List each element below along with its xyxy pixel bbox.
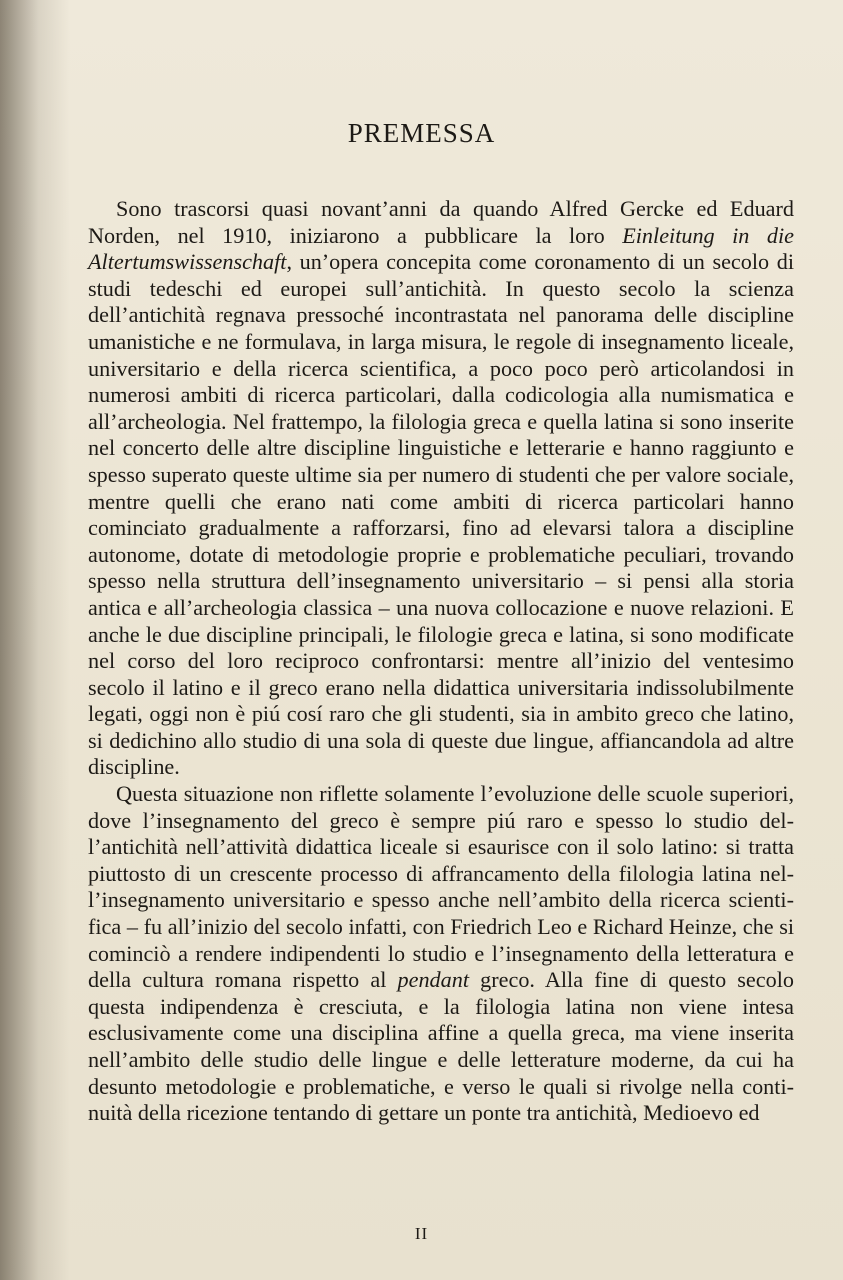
page-title: PREMESSA bbox=[347, 118, 496, 148]
paragraph-1 bbox=[88, 196, 794, 781]
paragraph-2-text-b: greco. Alla fine di questo secolo questa indipendenza è cresciuta, e la filologia latina non viene intesa esclusivamente come una disciplina affine a quella greca, ma viene inserita nell’ambito delle studio delle lingue e delle letterature moderne, da cui ha desunto metodologie e problematiche, e verso le quali si rivolge nella continuità della ricezione tentando di gettare un ponte tra antichità, Medioevo ed bbox=[88, 967, 794, 1126]
paragraph-1-text-b: , un’opera concepita come coronamento di un secolo di studi tedeschi ed europei sull’antichità. In questo secolo la scienza dell’antichità regnava pressoché incontrastata nel panorama delle discipline umanistiche e ne formulava, in larga misura, le regole di insegnamento liceale, universitario e della ricerca scientifica, a poco poco però articolandosi in numerosi ambiti di ricerca particolari, dalla codicologia alla numismatica e all’archeologia. Nel frattempo, la filologia greca e quella latina si sono inserite nel concerto delle altre discipline linguistiche e letterarie e hanno raggiunto e spesso superato queste ultime sia per numero di studenti che per valore sociale, mentre quelli che erano nati come ambiti di ricerca particolari hanno cominciato gradualmente a rafforzarsi, fino ad elevarsi talora a discipline autonome, dotate di metodologie proprie e problematiche peculiari, trovando spesso nella struttura dell’insegnamento universitario – si pensi alla storia antica e all’archeologia classica – una nuova collocazione e nuove relazioni. E anche le due discipline principali, le filologie greca e latina, si sono modificate nel corso del loro reciproco confrontarsi: mentre all’inizio del ventesimo secolo il latino e il greco erano nella didattica universitaria indissolubilmente legati, oggi non è piú cosí raro che gli studenti, sia in ambito greco che latino, si dedichino allo studio di una sola di queste due lingue, affiancandola ad altre discipline. bbox=[88, 249, 794, 780]
paragraph-1-italic-title: Einleitung in die Altertumswissenschaft bbox=[88, 222, 794, 275]
binding-shadow bbox=[0, 0, 70, 1280]
page-number: II bbox=[414, 1224, 429, 1243]
paragraph-2 bbox=[88, 781, 794, 1127]
paragraph-2-italic-word: pendant bbox=[397, 967, 469, 993]
paragraph-1-text-a: Sono trascorsi quasi novant’anni da quando Alfred Gercke ed Eduard Norden, nel 1910, iniziarono a pubblicare la loro bbox=[88, 196, 794, 248]
body-text bbox=[88, 196, 794, 1127]
paragraph-2-text-a: Questa situazione non riflette solamente l’evoluzione delle scuole superiori, dove l’insegnamento del greco è sempre piú raro e spesso lo studio dell’antichità nell’attività didattica liceale si esaurisce con il solo latino: si tratta piuttosto di un crescente processo di affrancamento della filologia latina nell’insegnamento universitario e spesso anche nell’ambito della ricerca scientifica – fu all’inizio del secolo infatti, con Friedrich Leo e Richard Heinze, che si cominciò a rendere indipendenti lo studio e l’insegnamento della letteratura e della cultura romana rispetto al bbox=[88, 781, 794, 993]
